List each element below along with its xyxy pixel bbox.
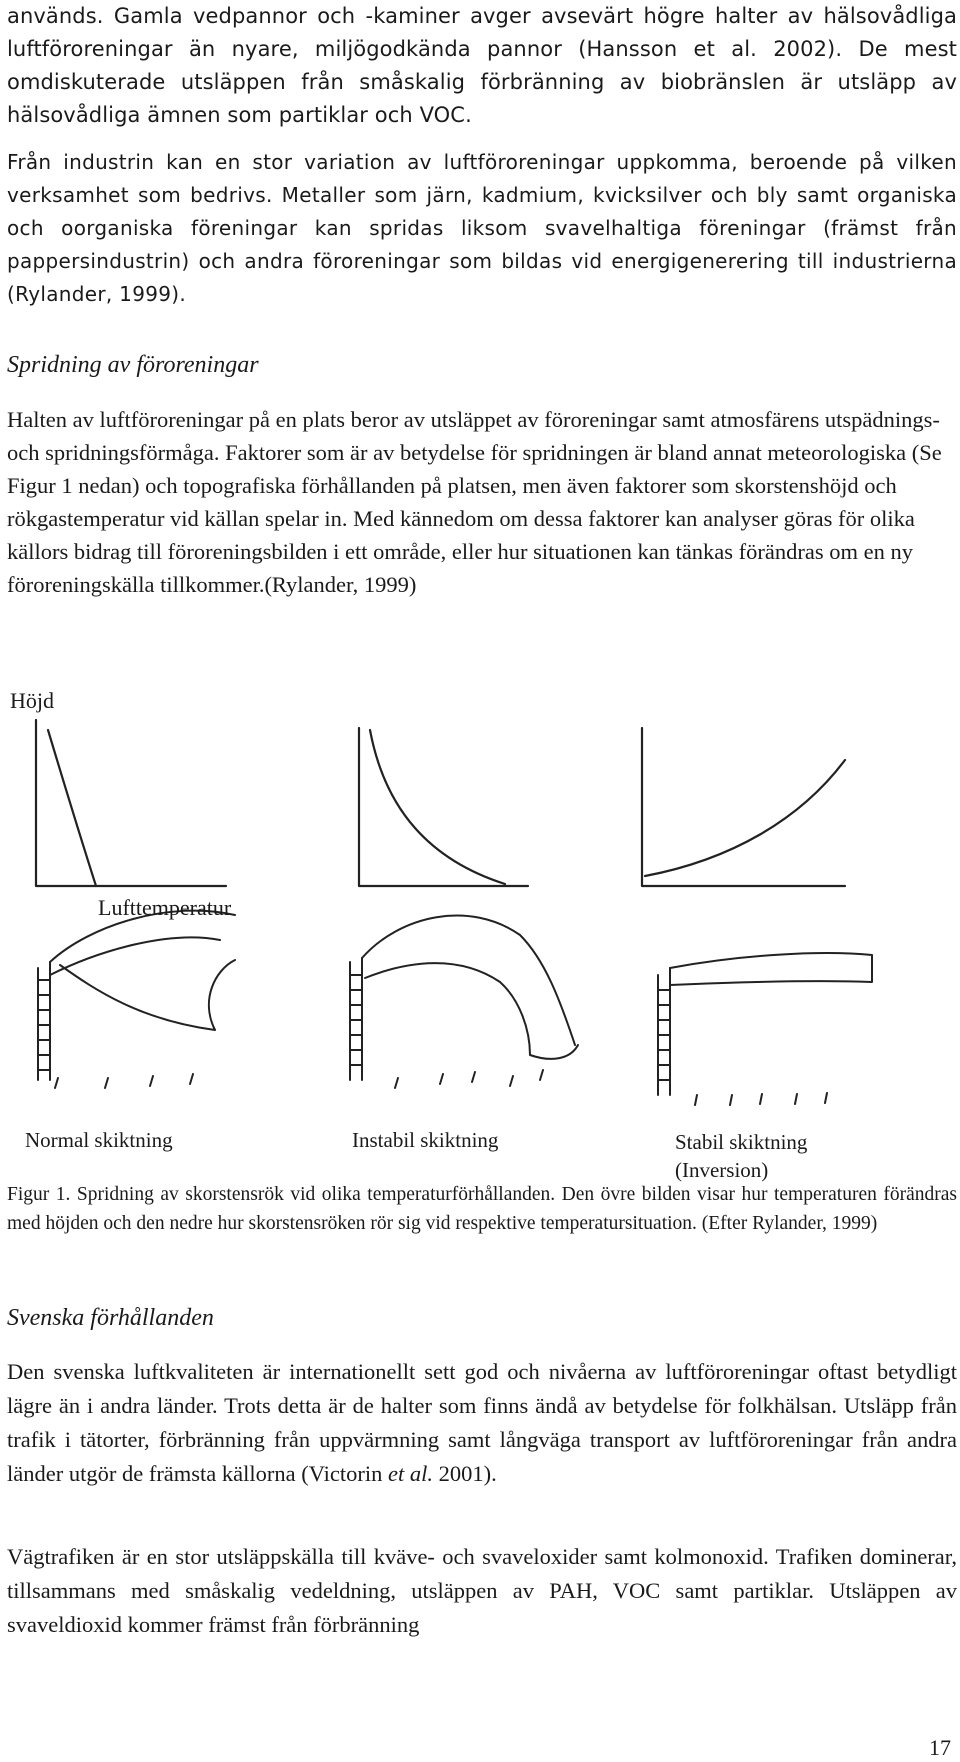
page-number: 17 xyxy=(929,1735,951,1760)
ground-ticks-normal xyxy=(55,1074,193,1088)
figure-1-drawings xyxy=(0,700,960,1170)
paragraph-spread: Halten av luftföroreningar på en plats beror av utsläppet av föroreningar samt atmosfärens utspädnings- och spridningsförmåga. Faktorer som är av betydelse för spridningen är bland annat meteorologiska (Se Figur 1 nedan) och topografiska förhållanden på platsen, men även faktorer som skorstenshöjd och rökgastemperatur vid källan spelar in. Med kännedom om dessa faktorer kan analyser göras för olika källors bidrag till föroreningsbilden i ett område, eller hur situationen kan tänkas förändras om en ny föroreningskälla tillkommer.(Rylander, 1999) xyxy=(7,407,942,597)
heading-spread-of-pollutants: Spridning av föroreningar xyxy=(7,352,259,378)
plume-instabil xyxy=(362,916,578,1059)
stack-instabil xyxy=(350,958,362,1080)
graph-normal-curve xyxy=(48,730,96,886)
graph-stabil-curve xyxy=(645,760,845,876)
paragraph-small-scale-combustion: används. Gamla vedpannor och -kaminer avger avsevärt högre halter av hälsovådliga luftföroreningar än nyare, miljögodkända pannor (Hansson et al. 2002). De mest omdiskuterade utsläppen från småskalig förbränning av biobränslen är utsläpp av hälsovådliga ämnen som partiklar och VOC. xyxy=(7,4,957,127)
plume-stabil xyxy=(670,953,872,985)
paragraph-road-traffic: Vägtrafiken är en stor utsläppskälla till kväve- och svaveloxider samt kolmonoxid. Trafiken dominerar, tillsammans med småskalig vedeldning, utsläppen av PAH, VOC samt partiklar. Utsläppen av svaveldioxid kommer främst från förbränning xyxy=(7,1544,957,1637)
paragraph-swedish-air-quality xyxy=(7,1355,957,1491)
graph-normal-axes xyxy=(36,720,226,886)
graph-instabil-axes xyxy=(359,728,528,886)
figure-caption: Figur 1. Spridning av skorstensrök vid olika temperaturförhållanden. Den övre bilden visar hur temperaturen förändras med höjden och den nedre hur skorstensröken rör sig vid respektive temperatursituation. (Efter Rylander, 1999) xyxy=(7,1184,957,1234)
figure-y-axis-label: Höjd xyxy=(10,688,54,713)
figure-label-normal: Normal skiktning xyxy=(25,1128,173,1152)
figure-x-axis-label: Lufttemperatur xyxy=(98,895,232,920)
p4-text-etal: et al. xyxy=(388,1461,434,1486)
heading-swedish-conditions: Svenska förhållanden xyxy=(7,1305,214,1331)
figure-label-stabil xyxy=(675,1128,807,1184)
graph-instabil-curve xyxy=(370,730,505,884)
stack-normal xyxy=(38,962,50,1080)
figure-label-instabil: Instabil skiktning xyxy=(352,1128,499,1152)
ground-ticks-instabil xyxy=(395,1070,543,1088)
graph-stabil-axes xyxy=(642,728,845,886)
figure-label-stabil-sub: (Inversion) xyxy=(675,1158,769,1182)
figure-label-stabil-main: Stabil skiktning xyxy=(675,1130,808,1154)
paragraph-industry: Från industrin kan en stor variation av luftföroreningar uppkomma, beroende på vilken verksamhet som bedrivs. Metaller som järn, kadmium, kvicksilver och bly samt organiska och oorganiska föreningar kan spridas liksom svavelhaltiga föreningar (främst från pappersindustrin) och andra föroreningar som bildas vid energigenerering till industrierna (Rylander, 1999). xyxy=(7,150,957,306)
ground-ticks-stabil xyxy=(695,1093,827,1105)
stack-stabil xyxy=(658,968,670,1095)
p4-text-b: 2001). xyxy=(433,1461,497,1486)
p4-text-a: Den svenska luftkvaliteten är internationellt sett god och nivåerna av luftföroreningar oftast betydligt lägre än i andra länder. Trots detta är de halter som finns ändå av betydelse för folkhälsan. Utsläpp från trafik i tätorter, förbränning från uppvärmning samt långväga transport av luftföroreningar från andra länder utgör de främsta källorna (Victorin xyxy=(7,1359,957,1486)
plume-normal xyxy=(50,911,235,1030)
